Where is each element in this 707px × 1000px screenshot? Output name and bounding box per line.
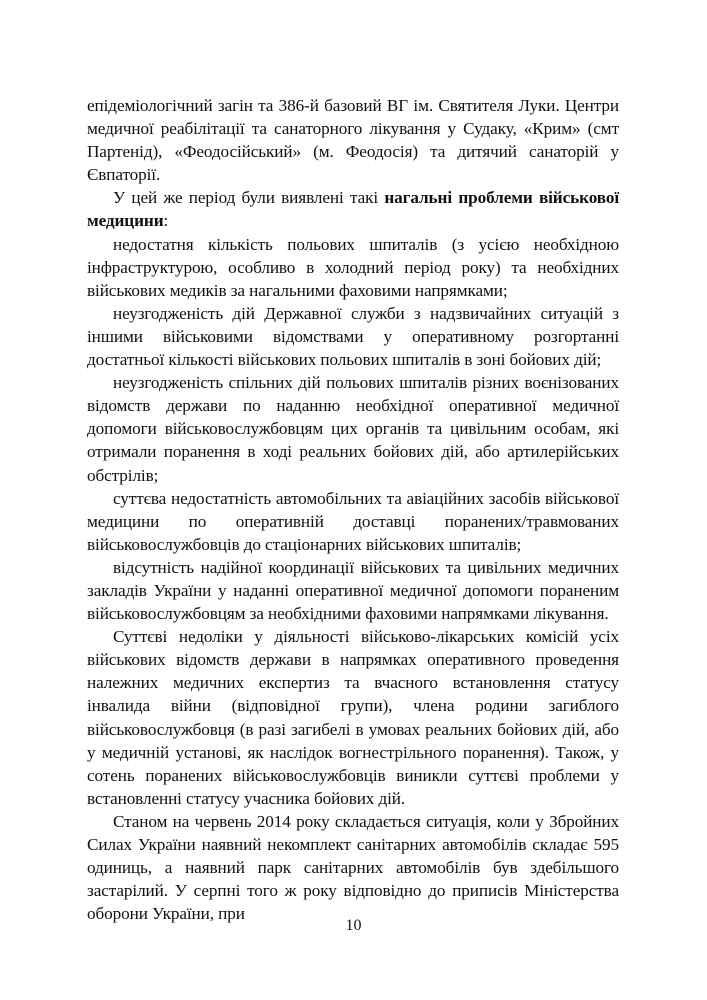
document-body [87,94,619,925]
list-item-coordination: відсутність надійної координації військових та цивільних медичних закладів України у наданні оперативної медичної допомоги пораненим військовослужбовцям за необхідними фаховими напрямками лікування. [87,557,619,624]
list-item-joint-actions: неузгодженість спільних дій польових шпиталів різних воєнізованих відомств держави по наданню необхідної оперативної медичної допомоги військовослужбовцям цих органів та цивільним особам, які отримали поранення в ході реальних бойових дій, або артилерійських обстрілів; [87,373,619,485]
intro-bold-term: нагальні проблеми військової медицини [87,188,619,231]
list-item-transport: суттєва недостатність автомобільних та авіаційних засобів військової медицини по оперативній доставці поранених/травмованих військовослужбовців до стаціонарних військових шпиталів; [87,488,619,554]
paragraph-1: епідеміологічний загін та 386-й базовий ВГ ім. Святителя Луки. Центри медичної реабілітації та санаторного лікування у Судаку, «Крим» (смт Партенід), «Феодосійський» (м. Феодосія) та дитячий санаторій у Євпаторії. [87,96,619,185]
paragraph-commissions: Суттєві недоліки у діяльності військово-лікарських комісій усіх військових відомств держави в напрямках оперативного проведення належних медичних експертиз та вчасного встановлення статусу інвалида війни (відповідної групи), члена родини загиблого військовослужбовця (в разі загибелі в умовах реальних бойових дій, або у медичній установі, як наслідок вогнестрільного поранення). Також, у сотень поранених військовослужбовців виникли суттєві проблеми у встановленні статусу учасника бойових дій. [87,627,619,808]
paragraph-june-2014: Станом на червень 2014 року складається ситуація, коли у Збройних Силах України наявний некомплект санітарних автомобілів складає 595 одиниць, а наявний парк санітарних автомобілів був здебільшого застарілий. У серпні того ж року відповідно до приписів Міністерства оборони України, при [87,811,619,924]
intro-tail: : [163,211,169,231]
page-number: 10 [345,917,362,934]
list-item-emergency-service: неузгодженість дій Державної служби з надзвичайних ситуацій з іншими військовими відомствами у оперативному розгортанні достатньої кількості військових польових шпиталів в зоні бойових дій; [87,303,619,370]
paragraph-problems-intro [87,186,619,232]
intro-lead: У цей же період були виявлені такі [113,188,385,208]
list-item-field-hospitals: недостатня кількість польових шпиталів (з усією необхідною інфраструктурою, особливо в холодний період року) та необхідних військових медиків за нагальними фаховими напрямками; [87,234,619,300]
